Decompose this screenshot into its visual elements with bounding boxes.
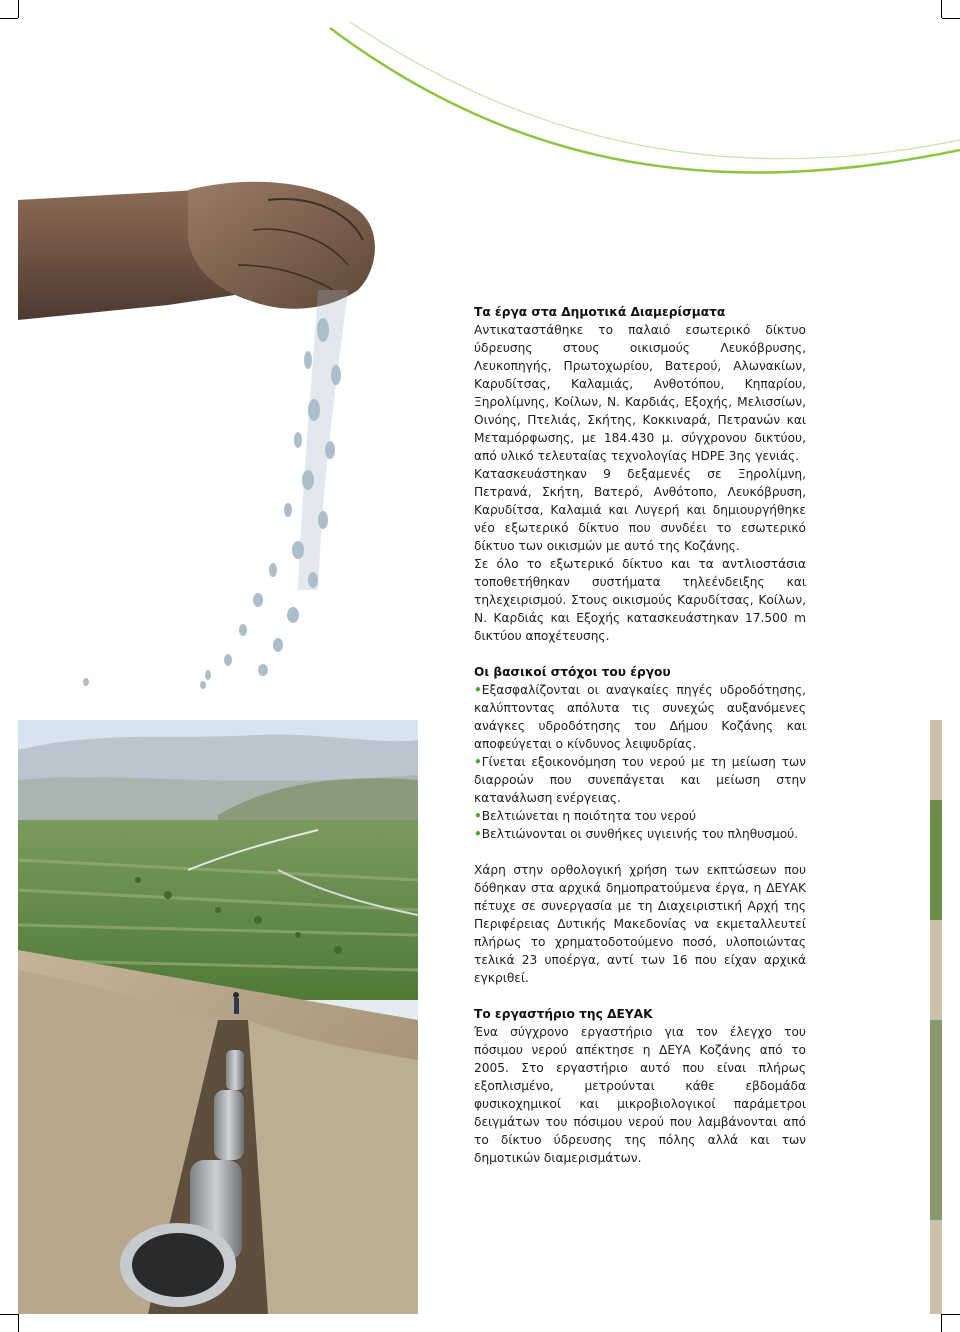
article-text [474, 303, 806, 1167]
hands-water-image [18, 170, 418, 710]
paragraph: Κατασκευάστηκαν 9 δεξαμενές σε Ξηρολίμνη, Πετρανά, Σκήτη, Βατερό, Ανθότοπο, Λευκόβρυση, Καρυδίτσα, Καλαμιά και Λυγερή και δημιουργήθηκε νέο εξωτερικό δίκτυο που συνδέει το εσωτερικό δίκτυο των οικισμών με αυτό της Κοζάνης. [474, 467, 806, 553]
section-heading: Οι βασικοί στόχοι του έργου [474, 665, 671, 679]
bullet-dot-icon: • [474, 809, 482, 823]
paragraph: Χάρη στην ορθολογική χρήση των εκπτώσεων που δόθηκαν στα αρχικά δημοπρατούμενα έργα, η ΔΕΥΑΚ πέτυχε σε συνεργασία με τη Διαχειριστική Αρχή της Περιφέρειας Δυτικής Μακεδονίας να εκμεταλλευτεί πλήρως το χρηματοδοτούμενο ποσό, υλοποιώντας τελικά 23 υποέργα, αντί των 16 που είχαν αρχικά εγκριθεί. [474, 863, 806, 985]
bullet-dot-icon: • [474, 683, 482, 697]
section-heading: Τα έργα στα Δημοτικά Διαμερίσματα [474, 305, 726, 319]
paragraph: Σε όλο το εξωτερικό δίκτυο και τα αντλιοστάσια τοποθετήθηκαν συστήματα τηλεένδειξης και τηλεχειρισμού. Στους οικισμούς Καρυδίτσας, Κοίλων, Ν. Καρδιάς και Εξοχής κατασκευάστηκαν 17.500 m δικτύου αποχέτευσης. [474, 557, 806, 643]
crop-mark [942, 1314, 960, 1315]
section-heading: Το εργαστήριο της ΔΕΥΑΚ [474, 1007, 653, 1021]
bullet-item: •Γίνεται εξοικονόμηση του νερού με τη μείωση των διαρροών που συνεπάγεται και μείωση στην κατανάλωση ενέργειας. [474, 755, 806, 805]
paragraph: Ένα σύγχρονο εργαστήριο για τον έλεγχο του πόσιμου νερού απέκτησε η ΔΕΥΑ Κοζάνης από το 2005. Στο εργαστήριο αυτό που είναι πλήρως εξοπλισμένο, μετρούνται κάθε εβδομάδα φυσικοχημικοί και μικροβιολογικοί παράμετροι δειγμάτων του πόσιμου νερού που λαμβάνονται από το δίκτυο ύδρευσης της πόλης αλλά και των δημοτικών διαμερισμάτων. [474, 1025, 806, 1165]
bullet-item: •Εξασφαλίζονται οι αναγκαίες πηγές υδροδότησης, καλύπτοντας απόλυτα τις συνεχώς αυξανόμενες ανάγκες υδροδότησης του Δήμου Κοζάνης και αποφεύγεται ο κίνδυνος λειψυδρίας. [474, 683, 806, 751]
paragraph: Αντικαταστάθηκε το παλαιό εσωτερικό δίκτυο ύδρευσης στους οικισμούς Λευκόβρυσης, Λευκοπηγής, Πρωτοχωρίου, Βατερού, Αλωνακίων, Καρυδίτσας, Καλαμιάς, Ανθοτόπου, Κηπαρίου, Ξηρολίμνης, Κοίλων, Ν. Καρδιάς, Εξοχής, Μελισσίων, Οινόης, Πτελιάς, Σκήτης, Κοκκιναρά, Πετρανών και Μεταμόρφωσης, με 184.430 μ. σύγχρονου δικτύου, από υλικό τελευταίας τεχνολογίας HDPE 3ης γενιάς. [474, 323, 806, 463]
bullet-item: •Βελτιώνεται η ποιότητα του νερού [474, 809, 697, 823]
bullet-dot-icon: • [474, 827, 482, 841]
bullet-dot-icon: • [474, 755, 482, 769]
bullet-item: •Βελτιώνονται οι συνθήκες υγιεινής του πληθυσμού. [474, 827, 799, 841]
crop-mark [0, 1314, 18, 1315]
crop-mark [941, 1314, 942, 1332]
edge-photo-strip [930, 720, 942, 1314]
pipeline-trench-photo [18, 720, 418, 1314]
crop-mark [18, 1314, 19, 1332]
